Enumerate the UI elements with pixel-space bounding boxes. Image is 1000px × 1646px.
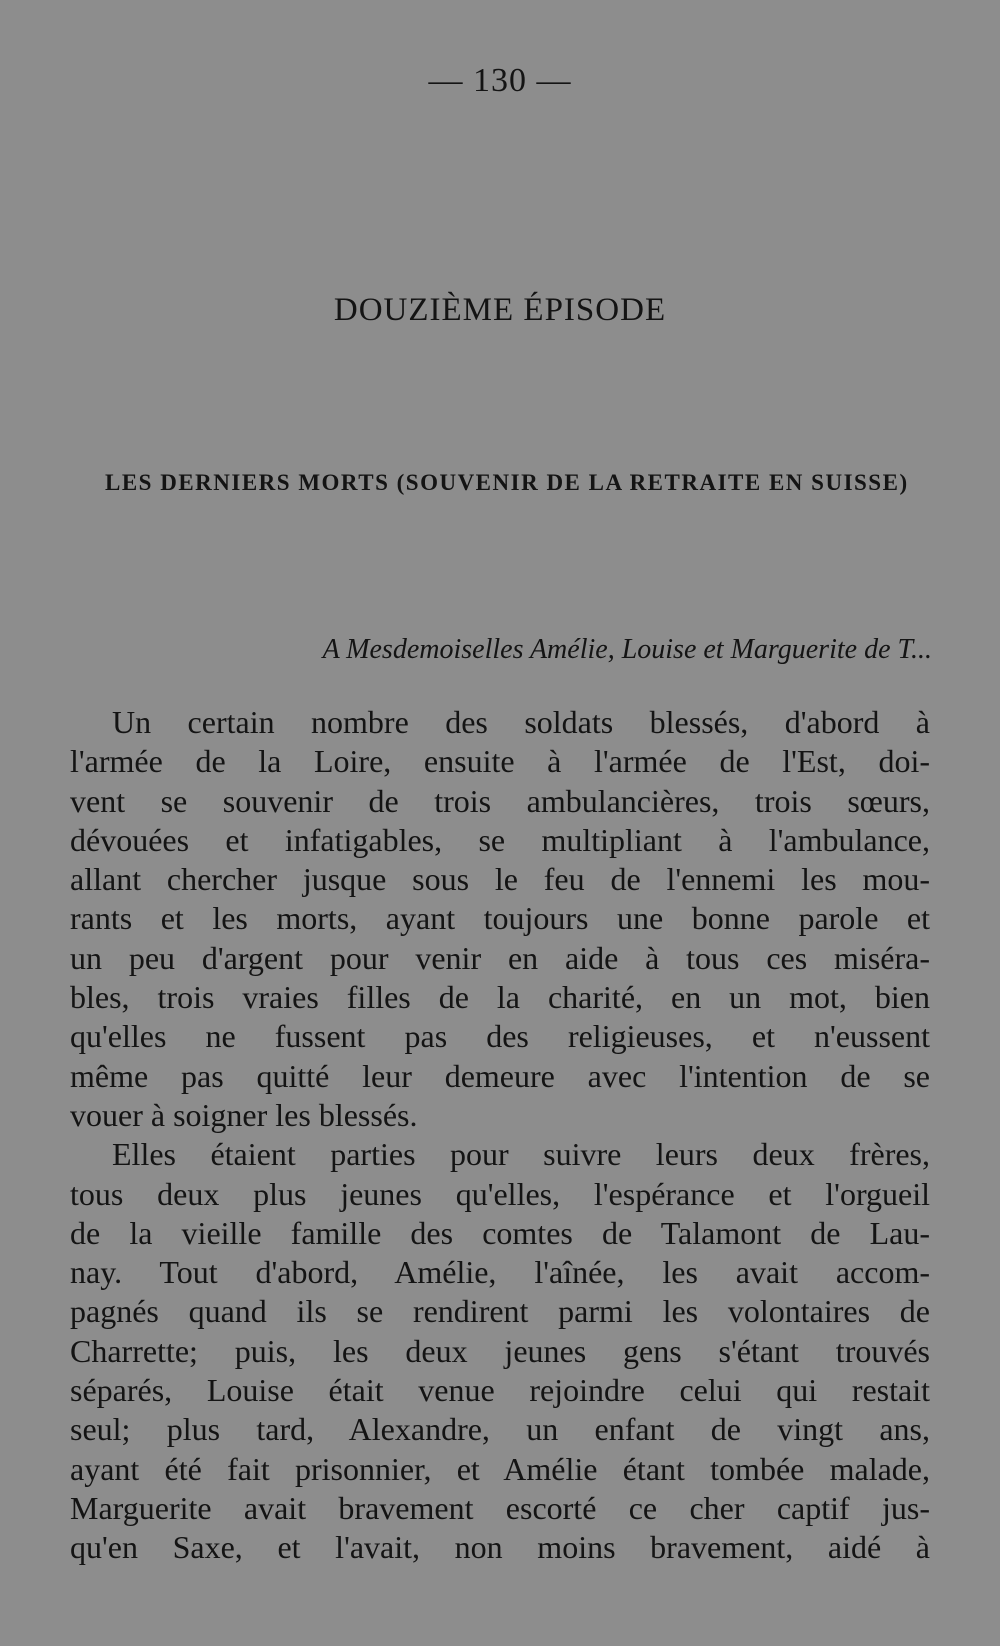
text-line: seul; plus tard, Alexandre, un enfant de vingt ans, — [70, 1411, 930, 1448]
chapter-title: DOUZIÈME ÉPISODE — [333, 292, 667, 328]
body-text — [70, 703, 930, 1568]
text-line: nay. Tout d'abord, Amélie, l'aînée, les avait accom- — [70, 1254, 930, 1291]
text-line: bles, trois vraies filles de la charité, en un mot, bien — [70, 979, 930, 1016]
text-line: l'armée de la Loire, ensuite à l'armée de l'Est, doi- — [70, 743, 930, 780]
text-line: Elles étaient parties pour suivre leurs deux frères, — [112, 1136, 930, 1173]
text-line: allant chercher jusque sous le feu de l'ennemi les mou- — [70, 861, 930, 898]
text-line: même pas quitté leur demeure avec l'intention de se — [70, 1057, 930, 1094]
text-line: tous deux plus jeunes qu'elles, l'espérance et l'orgueil — [70, 1175, 930, 1212]
text-line: rants et les morts, ayant toujours une bonne parole et — [70, 900, 930, 937]
page-number: — 130 — — [428, 62, 572, 99]
text-line: Marguerite avait bravement escorté ce cher captif jus- — [70, 1489, 930, 1526]
text-line: vouer à soigner les blessés. — [70, 1096, 418, 1133]
chapter-subtitle: LES DERNIERS MORTS (SOUVENIR DE LA RETRAITE EN SUISSE) — [105, 470, 909, 495]
text-line: qu'en Saxe, et l'avait, non moins bravement, aidé à — [70, 1529, 930, 1566]
text-line: de la vieille famille des comtes de Talamont de Lau- — [70, 1214, 930, 1251]
text-line: dévouées et infatigables, se multipliant à l'ambulance, — [70, 821, 930, 858]
text-line: pagnés quand ils se rendirent parmi les volontaires de — [70, 1293, 930, 1330]
dedication: A Mesdemoiselles Amélie, Louise et Marguerite de T... — [322, 634, 932, 665]
text-line: Un certain nombre des soldats blessés, d'abord à — [112, 704, 930, 740]
text-line: Charrette; puis, les deux jeunes gens s'étant trouvés — [70, 1332, 930, 1369]
text-line: vent se souvenir de trois ambulancières, trois sœurs, — [70, 782, 930, 819]
text-line: un peu d'argent pour venir en aide à tous ces miséra- — [70, 939, 930, 976]
text-line: ayant été fait prisonnier, et Amélie étant tombée malade, — [70, 1450, 930, 1487]
text-line: séparés, Louise était venue rejoindre celui qui restait — [70, 1372, 930, 1409]
text-line: qu'elles ne fussent pas des religieuses, et n'eussent — [70, 1018, 930, 1055]
